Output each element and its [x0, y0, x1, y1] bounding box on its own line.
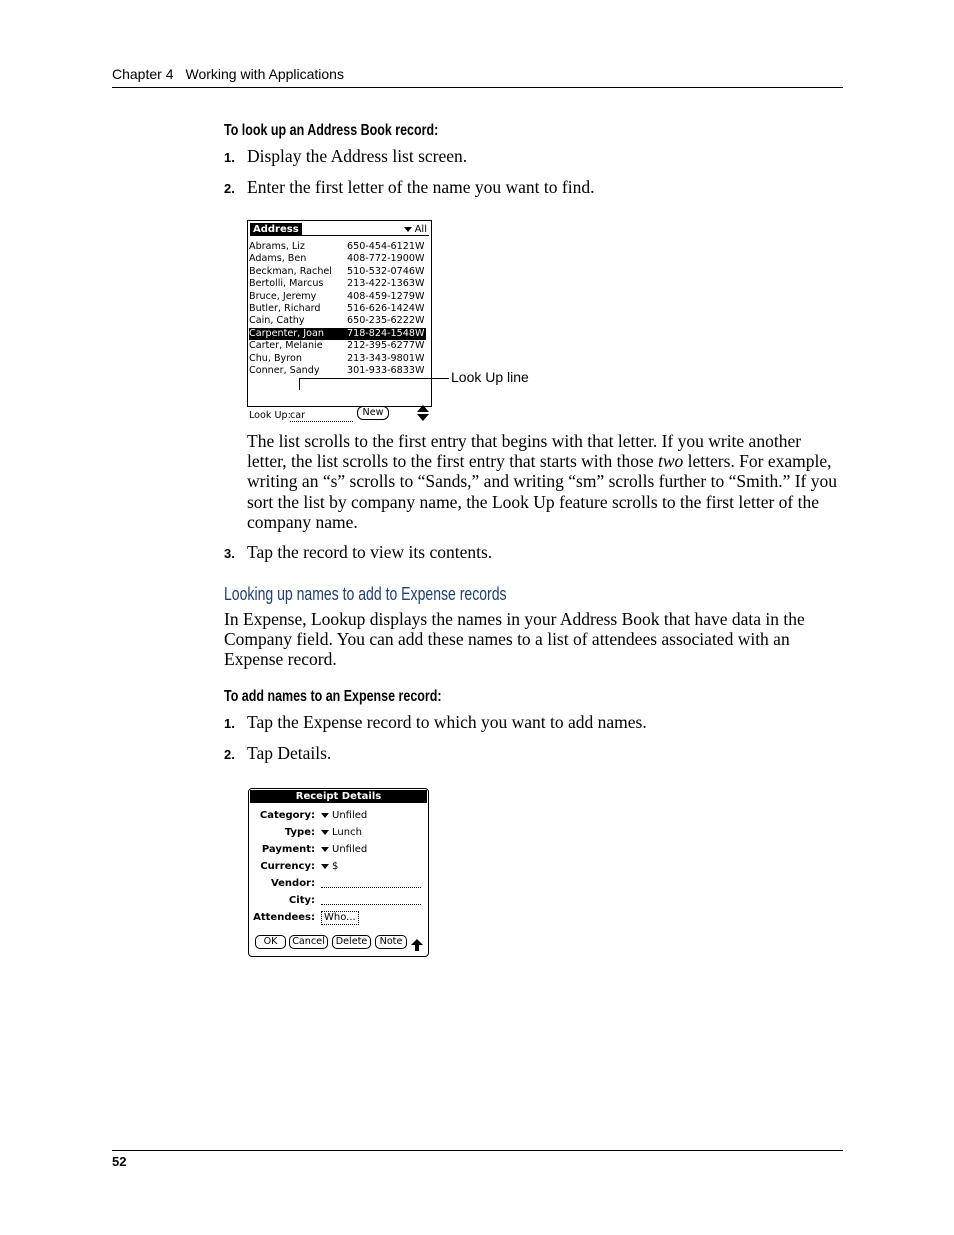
type-label: Type: [284, 827, 315, 838]
address-row[interactable] [249, 253, 426, 265]
category-label: Category: [259, 810, 315, 821]
lookup-input[interactable]: car [290, 410, 306, 421]
step-text: Tap the record to view its contents. [247, 542, 493, 562]
payment-picker[interactable] [321, 844, 367, 855]
address-row[interactable] [249, 278, 426, 290]
payment-label: Payment: [261, 844, 315, 855]
contact-phone: 408-459-1279 [347, 290, 415, 302]
address-row[interactable] [249, 266, 426, 278]
address-row[interactable] [249, 365, 426, 377]
cancel-button[interactable]: Cancel [289, 935, 328, 949]
contact-phone: 510-532-0746 [347, 265, 415, 277]
currency-picker[interactable] [321, 861, 338, 872]
attendees-label: Attendees: [253, 912, 315, 923]
contact-phone: 650-454-6121 [347, 241, 415, 252]
phone-type: W [415, 278, 425, 290]
contact-name: Carter, Melanie [249, 340, 323, 352]
contact-name: Carpenter, Joan [249, 327, 324, 339]
para-emphasis: two [657, 451, 684, 472]
contact-name: Conner, Sandy [249, 364, 320, 376]
dropdown-triangle-icon [321, 864, 329, 869]
currency-label: Currency: [260, 861, 315, 872]
step-text: Tap the Expense record to which you want to add names. [247, 712, 647, 732]
dialog-title: Receipt Details [250, 790, 427, 803]
phone-type: W [415, 302, 425, 314]
page-number: 52 [112, 1154, 127, 1169]
category-picker[interactable] [404, 223, 427, 236]
contact-name: Butler, Richard [249, 302, 321, 314]
step-text: Tap Details. [247, 743, 332, 763]
address-row[interactable] [249, 291, 426, 303]
payment-value: Unfiled [332, 844, 368, 855]
address-title: Address [250, 223, 302, 236]
address-row-selected[interactable] [249, 328, 426, 340]
address-row[interactable] [249, 315, 426, 327]
category-value: Unfiled [332, 810, 368, 821]
city-label: City: [288, 895, 315, 906]
step-text: Display the Address list screen. [247, 146, 468, 166]
new-button[interactable]: New [357, 406, 389, 420]
dropdown-triangle-icon [404, 227, 412, 232]
callout-leader-horizontal [299, 378, 449, 379]
para-text: The list scrolls to the first entry that begins with that letter. If you write another letter, the list scrolls to the first entry that starts with those [247, 431, 802, 472]
scroll-up-icon[interactable] [417, 405, 429, 412]
scroll-down-icon[interactable] [417, 414, 429, 421]
vendor-field[interactable] [321, 887, 421, 888]
lookup-explanation [247, 431, 843, 532]
who-button[interactable]: Who... [321, 911, 359, 925]
step-number: 2. [224, 181, 235, 196]
step-number: 3. [224, 546, 235, 561]
address-row[interactable] [249, 241, 426, 253]
contact-phone: 213-422-1363 [347, 278, 415, 290]
chapter-label: Chapter 4 [112, 66, 174, 82]
dropdown-triangle-icon [321, 830, 329, 835]
phone-type: W [415, 327, 425, 339]
step-text: Enter the first letter of the name you want to find. [247, 177, 595, 197]
receipt-details-screenshot [248, 788, 429, 957]
section-paragraph: In Expense, Lookup displays the names in your Address Book that have data in the Company field. You can add these names to a list of attendees associated with an Expense record. [224, 609, 805, 670]
currency-value: $ [332, 861, 339, 872]
running-header [112, 66, 344, 82]
type-value: Lunch [332, 827, 362, 838]
phone-type: W [415, 265, 425, 277]
header-rule [112, 87, 843, 88]
contact-phone: 408-772-1900 [347, 253, 415, 265]
phone-type: W [415, 315, 425, 327]
procedure-heading-lookup: To look up an Address Book record: [224, 122, 439, 139]
contact-phone: 301-933-6833 [347, 364, 415, 376]
callout-leader-vertical [299, 378, 300, 390]
ok-button[interactable]: OK [255, 935, 286, 949]
step-number: 1. [224, 716, 235, 731]
city-field[interactable] [321, 904, 421, 905]
procedure-heading-expense: To add names to an Expense record: [224, 688, 442, 705]
category-picker[interactable] [321, 810, 367, 821]
contact-name: Beckman, Rachel [249, 265, 332, 277]
contact-name: Abrams, Liz [249, 241, 305, 252]
dropdown-triangle-icon [321, 813, 329, 818]
title-underline [250, 235, 429, 236]
lookup-label: Look Up: [249, 410, 291, 421]
contact-phone: 213-343-9801 [347, 352, 415, 364]
contact-name: Bruce, Jeremy [249, 290, 317, 302]
phone-type: W [415, 340, 425, 352]
contact-phone: 212-395-6277 [347, 340, 415, 352]
note-button[interactable]: Note [375, 935, 407, 949]
contact-phone: 718-824-1548 [347, 327, 415, 339]
contact-name: Chu, Byron [249, 352, 302, 364]
contact-name: Adams, Ben [249, 253, 307, 265]
address-row[interactable] [249, 340, 426, 352]
contact-phone: 650-235-6222 [347, 315, 415, 327]
category-value: All [414, 224, 427, 235]
step-number: 2. [224, 747, 235, 762]
footer-rule [112, 1150, 843, 1151]
section-heading: Looking up names to add to Expense records [224, 584, 507, 604]
lookup-underline [290, 421, 353, 422]
contact-name: Bertolli, Marcus [249, 278, 324, 290]
delete-button[interactable]: Delete [332, 935, 371, 949]
phone-type: W [415, 352, 425, 364]
phone-type: W [415, 253, 425, 265]
shift-arrow-icon [411, 939, 423, 951]
address-rows [249, 241, 426, 421]
contact-phone: 516-626-1424 [347, 302, 415, 314]
dropdown-triangle-icon [321, 847, 329, 852]
chapter-title: Working with Applications [185, 66, 344, 82]
phone-type: W [415, 364, 425, 376]
step-number: 1. [224, 150, 235, 165]
para-text: letters. For example, writing an “s” scrolls to “Sands,” and writing “sm” scrolls further to “Smith.” If you sort the list by company name, the Look Up feature scrolls to the first letter of the company name. [247, 451, 838, 532]
callout-label: Look Up line [451, 369, 529, 385]
address-row[interactable] [249, 353, 426, 365]
vendor-label: Vendor: [270, 878, 315, 889]
contact-name: Cain, Cathy [249, 315, 305, 327]
type-picker[interactable] [321, 827, 362, 838]
address-row[interactable] [249, 303, 426, 315]
phone-type: W [415, 290, 425, 302]
phone-type: W [415, 241, 425, 252]
